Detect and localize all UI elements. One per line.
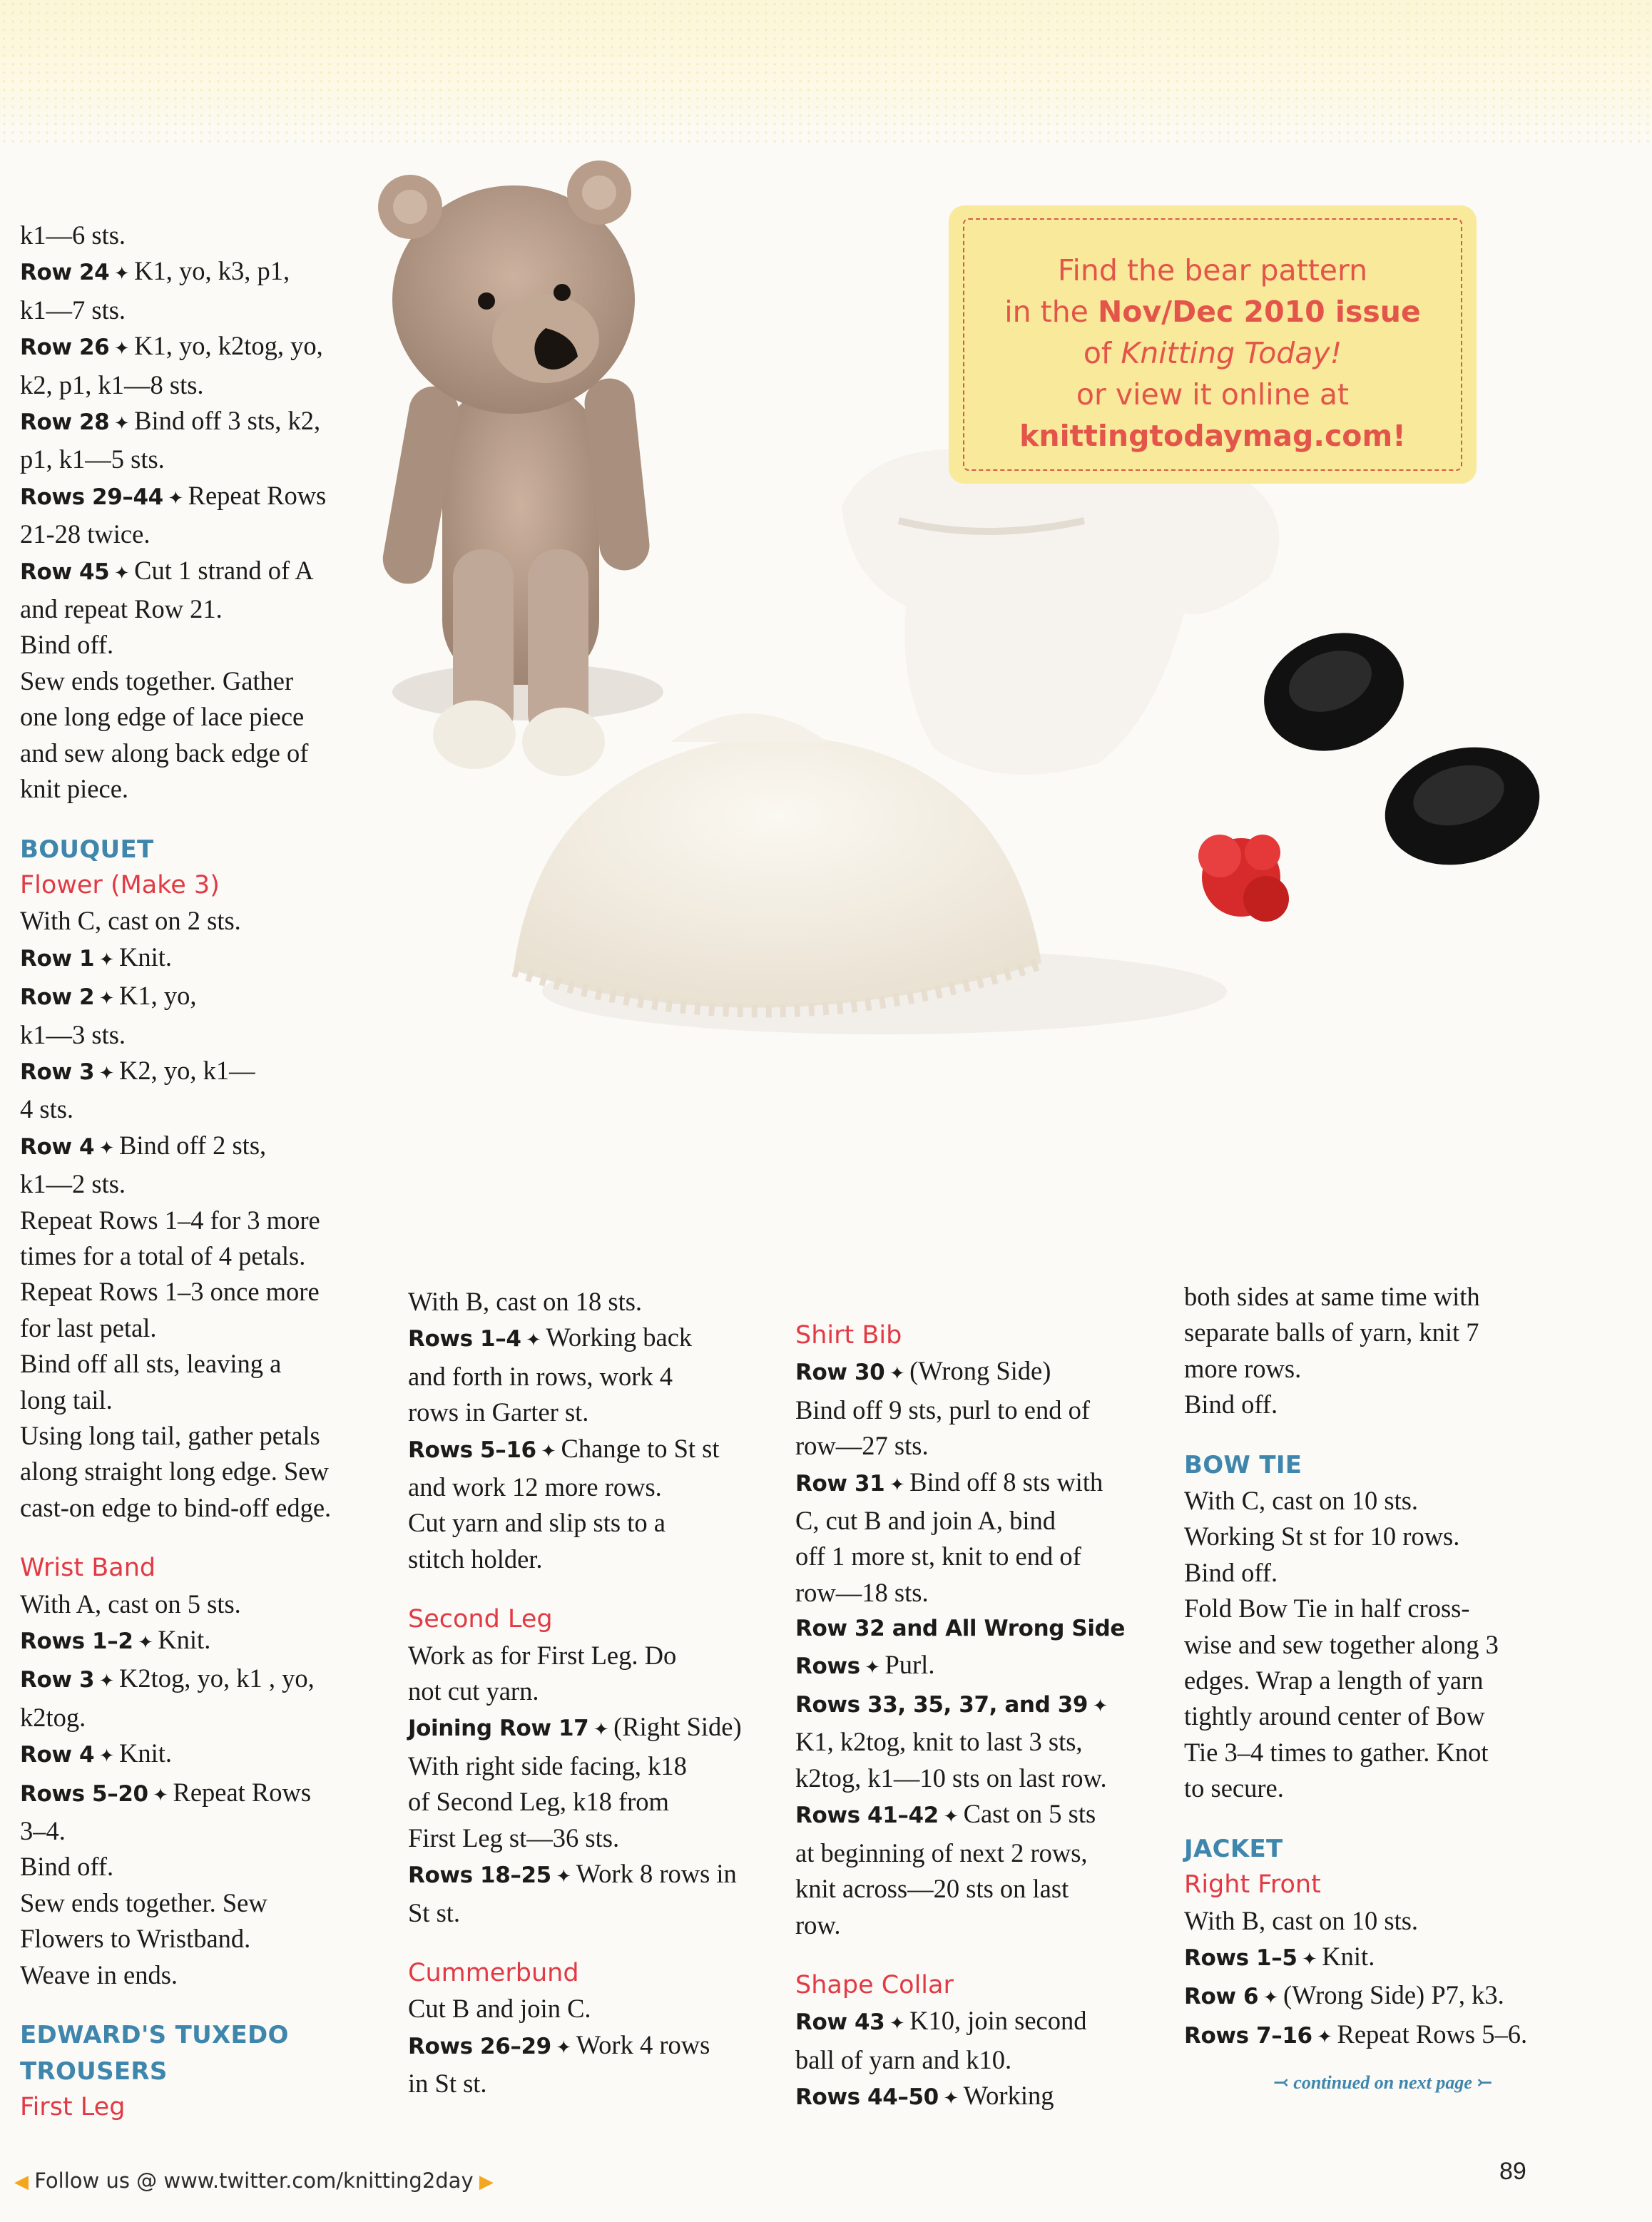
subsection-heading: First Leg <box>20 2092 126 2121</box>
body-line: edges. Wrap a length of yarn <box>1184 1666 1484 1696</box>
instruction-row <box>795 1796 1181 1835</box>
promo-line-1: Find the bear pattern <box>1057 253 1368 287</box>
row-text: Repeat Rows <box>188 480 327 510</box>
body-line: C, cut B and join A, bind <box>795 1506 1056 1536</box>
body-line: Flowers to Wristband. <box>20 1924 251 1954</box>
row-label: Row 32 and All Wrong Side <box>795 1616 1125 1642</box>
instruction-row <box>408 1856 779 1895</box>
promo-url[interactable]: knittingtodaymag.com! <box>1019 419 1406 453</box>
body-line: Bind off. <box>1184 1390 1278 1420</box>
diamond-icon: ✦ <box>94 1671 119 1692</box>
instruction-row <box>20 403 391 442</box>
body-line: Bind off. <box>1184 1557 1278 1587</box>
body-line: Cut yarn and slip sts to a <box>408 1508 666 1538</box>
row-label: Rows <box>795 1653 860 1679</box>
row-label: Row 24 <box>20 260 110 286</box>
diamond-icon: ✦ <box>94 1746 119 1767</box>
row-text: K1, yo, k3, p1, <box>134 256 290 286</box>
section-heading: BOW TIE <box>1184 1450 1302 1479</box>
row-text: Bind off 3 sts, k2, <box>134 406 321 436</box>
instruction-row <box>795 1353 1181 1392</box>
body-line: tightly around center of Bow <box>1184 1701 1485 1731</box>
subsection-heading: Flower (Make 3) <box>20 870 220 899</box>
row-text: Bind off 2 sts, <box>118 1130 267 1160</box>
row-text: Work 4 rows <box>576 2029 710 2059</box>
section-heading: JACKET <box>1184 1834 1283 1863</box>
body-line: Bind off. <box>20 630 114 660</box>
row-text: Repeat Rows <box>173 1777 312 1807</box>
section-heading: BOUQUET <box>20 835 154 864</box>
instruction-row <box>408 2027 779 2066</box>
row-label: Rows 41–42 <box>795 1803 939 1829</box>
body-line: p1, k1—5 sts. <box>20 444 165 474</box>
promo-line-3: of <box>1083 336 1121 370</box>
row-text: K10, join second <box>909 2006 1087 2036</box>
body-line: row—27 sts. <box>795 1431 929 1461</box>
body-line: at beginning of next 2 rows, <box>795 1838 1088 1867</box>
body-line: separate balls of yarn, knit 7 <box>1184 1318 1479 1347</box>
body-line: and sew along back edge of <box>20 738 309 768</box>
body-line: First Leg st—36 sts. <box>408 1823 620 1852</box>
instruction-row <box>20 1622 391 1661</box>
instruction-row <box>795 1686 1181 1724</box>
body-line: K1, k2tog, knit to last 3 sts, <box>795 1727 1083 1757</box>
instruction-row <box>1184 2017 1584 2055</box>
diamond-icon: ✦ <box>884 2013 910 2034</box>
promo-line-2: in the <box>1004 295 1098 329</box>
subsection-heading: Cummerbund <box>408 1958 579 1987</box>
body-line: k2, p1, k1—8 sts. <box>20 370 204 399</box>
instruction-row <box>20 1053 391 1091</box>
spacer <box>408 1577 779 1601</box>
flower-illustration <box>1198 835 1289 922</box>
row-label: Row 2 <box>20 984 95 1011</box>
body-line: cast-on edge to bind-off edge. <box>20 1492 332 1522</box>
row-text: K2, yo, k1— <box>118 1055 255 1085</box>
row-label: Rows 1–4 <box>408 1326 521 1352</box>
instruction-row <box>20 1736 391 1774</box>
body-line: both sides at same time with <box>1184 1282 1480 1311</box>
body-line: With B, cast on 10 sts. <box>1184 1905 1419 1935</box>
body-line: k1—7 sts. <box>20 295 126 325</box>
diamond-icon: ✦ <box>109 413 135 434</box>
promo-box <box>949 205 1477 484</box>
diamond-icon: ✦ <box>588 1719 614 1741</box>
column-2 <box>408 1284 779 2102</box>
diamond-icon: ✦ <box>1258 1987 1283 2009</box>
diamond-icon: ✦ <box>163 487 188 509</box>
row-label: Row 1 <box>20 945 95 972</box>
instruction-row <box>1184 1977 1584 2016</box>
diamond-icon: ✦ <box>94 1062 119 1084</box>
diamond-icon: ✦ <box>521 1330 546 1351</box>
diamond-icon: ✦ <box>148 1784 173 1805</box>
row-label: Row 43 <box>795 2009 885 2036</box>
instruction-row <box>20 328 391 367</box>
instruction-row <box>408 1431 779 1469</box>
body-line: k2tog. <box>20 1702 86 1732</box>
row-text: Working <box>963 2081 1054 2111</box>
body-line: With right side facing, k18 <box>408 1750 687 1780</box>
body-line: to secure. <box>1184 1773 1284 1803</box>
diamond-icon: ✦ <box>536 1440 561 1462</box>
body-line: k1—6 sts. <box>20 220 126 250</box>
diamond-icon: ✦ <box>938 2088 964 2109</box>
body-line: Sew ends together. Sew <box>20 1887 267 1917</box>
body-line: in St st. <box>408 2069 487 2099</box>
row-text: Knit. <box>158 1625 211 1655</box>
scroll-ornament-icon: ⤚ <box>1472 2072 1493 2093</box>
section-heading: TROUSERS <box>20 2057 168 2086</box>
row-label: Row 3 <box>20 1667 95 1693</box>
row-text: K2tog, yo, k1 , yo, <box>118 1663 315 1693</box>
body-line: off 1 more st, knit to end of <box>795 1541 1081 1571</box>
body-line: With A, cast on 5 sts. <box>20 1589 241 1619</box>
instruction-row <box>795 1647 1181 1686</box>
row-text: (Wrong Side) <box>909 1356 1051 1386</box>
instruction-row <box>408 1709 779 1748</box>
body-line: Sew ends together. Gather <box>20 666 294 695</box>
body-line: 4 sts. <box>20 1094 74 1124</box>
diamond-icon: ✦ <box>94 988 119 1009</box>
diamond-icon: ✦ <box>938 1806 964 1828</box>
body-line: knit across—20 sts on last <box>795 1874 1069 1904</box>
spacer <box>408 1931 779 1955</box>
continued-note <box>1273 2072 1492 2094</box>
row-text: Work 8 rows in <box>576 1859 737 1889</box>
diamond-icon: ✦ <box>1088 1696 1108 1717</box>
row-label: Rows 18–25 <box>408 1862 551 1889</box>
row-label: Row 31 <box>795 1470 885 1497</box>
instruction-row <box>20 253 391 292</box>
promo-issue: Nov/Dec 2010 issue <box>1097 295 1421 329</box>
body-line: Tie 3–4 times to gather. Knot <box>1184 1737 1489 1767</box>
diamond-icon: ✦ <box>94 1137 119 1158</box>
body-line: and repeat Row 21. <box>20 594 223 624</box>
row-label: Rows 7–16 <box>1184 2022 1312 2049</box>
continued-text: continued on next page <box>1293 2072 1472 2093</box>
diamond-icon: ✦ <box>1297 1948 1322 1969</box>
body-line: Working St st for 10 rows. <box>1184 1522 1460 1551</box>
row-label: Rows 33, 35, 37, and 39 <box>795 1692 1088 1718</box>
body-line: of Second Leg, k18 from <box>408 1787 669 1817</box>
body-line: Bind off all sts, leaving a <box>20 1349 282 1379</box>
body-line: more rows. <box>1184 1353 1302 1383</box>
instruction-row <box>20 1661 391 1699</box>
footer <box>14 2169 494 2193</box>
instruction-row <box>795 2078 1181 2116</box>
spacer <box>20 807 391 832</box>
body-line: k1—3 sts. <box>20 1019 126 1049</box>
column-1 <box>20 218 391 2125</box>
body-line: times for a total of 4 petals. <box>20 1240 306 1270</box>
row-label: Row 28 <box>20 409 110 436</box>
subsection-heading: Right Front <box>1184 1870 1321 1900</box>
body-line: knit piece. <box>20 774 129 804</box>
promo-line-4: or view it online at <box>1076 377 1350 412</box>
body-line: Bind off 9 sts, purl to end of <box>795 1395 1090 1425</box>
body-line: Cut B and join C. <box>408 1994 591 2024</box>
diamond-icon: ✦ <box>860 1656 885 1678</box>
subsection-heading: Wrist Band <box>20 1554 156 1583</box>
subsection-heading: Shirt Bib <box>795 1321 902 1350</box>
body-line: for last petal. <box>20 1313 157 1342</box>
spacer <box>1184 1807 1584 1831</box>
row-label: Row 4 <box>20 1742 95 1768</box>
subsection-heading: Second Leg <box>408 1605 553 1634</box>
body-line: Repeat Rows 1–3 once more <box>20 1277 320 1307</box>
arrow-left-icon: ◀ <box>14 2171 35 2193</box>
body-line: wise and sew together along 3 <box>1184 1629 1499 1659</box>
diamond-icon: ✦ <box>551 2037 576 2058</box>
body-line: Work as for First Leg. Do <box>408 1640 677 1670</box>
body-line: row—18 sts. <box>795 1577 929 1607</box>
row-label: Rows 44–50 <box>795 2084 939 2111</box>
row-label: Rows 1–5 <box>1184 1945 1297 1971</box>
diamond-icon: ✦ <box>884 1363 910 1385</box>
row-text: Knit. <box>118 942 172 972</box>
body-line: not cut yarn. <box>408 1676 539 1706</box>
diamond-icon: ✦ <box>94 949 119 970</box>
body-line: and forth in rows, work 4 <box>408 1361 673 1391</box>
row-label: Row 26 <box>20 335 110 361</box>
diamond-icon: ✦ <box>109 338 135 360</box>
spacer <box>20 1526 391 1550</box>
instruction-row <box>1184 1939 1584 1977</box>
row-text: Bind off 8 sts with <box>909 1467 1103 1497</box>
body-line: ball of yarn and k10. <box>795 2044 1012 2074</box>
row-label: Joining Row 17 <box>408 1716 589 1742</box>
column-4 <box>1184 1279 1584 2055</box>
body-line: 3–4. <box>20 1816 66 1846</box>
column-3 <box>795 1318 1181 2117</box>
row-text: Purl. <box>884 1649 935 1679</box>
body-line: With C, cast on 2 sts. <box>20 906 241 936</box>
diamond-icon: ✦ <box>109 562 135 583</box>
body-line: 21-28 twice. <box>20 519 151 549</box>
row-text: Cast on 5 sts <box>963 1799 1096 1829</box>
row-text: K1, yo, k2tog, yo, <box>134 331 323 361</box>
arrow-right-icon: ▶ <box>473 2171 494 2193</box>
row-label: Row 30 <box>795 1360 885 1386</box>
spacer <box>795 1943 1181 1967</box>
row-label: Row 6 <box>1184 1984 1259 2010</box>
row-text: Repeat Rows 5–6. <box>1337 2019 1528 2049</box>
body-line: stitch holder. <box>408 1544 543 1574</box>
instruction-row <box>20 478 391 516</box>
instruction-row <box>20 553 391 591</box>
body-line: Repeat Rows 1–4 for 3 more <box>20 1205 320 1235</box>
instruction-row <box>20 978 391 1016</box>
bear-illustration <box>378 160 663 776</box>
footer-twitter[interactable]: Follow us @ www.twitter.com/knitting2day <box>34 2169 474 2193</box>
spacer <box>1184 1423 1584 1447</box>
body-line: St st. <box>408 1897 461 1927</box>
row-label: Rows 1–2 <box>20 1629 133 1655</box>
body-line: With C, cast on 10 sts. <box>1184 1486 1419 1516</box>
body-line: Fold Bow Tie in half cross- <box>1184 1594 1470 1624</box>
instruction-row <box>795 2003 1181 2042</box>
body-line: With B, cast on 18 sts. <box>408 1287 643 1316</box>
instruction-row <box>20 1128 391 1166</box>
diamond-icon: ✦ <box>1312 2026 1337 2047</box>
body-line: along straight long edge. Sew <box>20 1457 329 1487</box>
row-text: K1, yo, <box>118 981 197 1011</box>
row-text: Knit. <box>118 1738 172 1768</box>
instruction-row <box>20 1775 391 1813</box>
row-text: Change to St st <box>561 1433 720 1463</box>
scroll-ornament-icon: ⤙ <box>1273 2072 1294 2093</box>
page-number: 89 <box>1499 2158 1526 2185</box>
diamond-icon: ✦ <box>109 263 135 285</box>
row-text: Working back <box>546 1323 693 1352</box>
body-line: row. <box>795 1910 841 1940</box>
diamond-icon: ✦ <box>551 1866 576 1887</box>
instruction-row <box>408 1320 779 1358</box>
body-line: Weave in ends. <box>20 1959 178 1989</box>
row-label: Row 4 <box>20 1133 95 1160</box>
subsection-heading: Shape Collar <box>795 1970 954 1999</box>
body-line: Using long tail, gather petals <box>20 1421 320 1450</box>
shoes-illustration <box>1248 614 1553 882</box>
body-line: and work 12 more rows. <box>408 1472 662 1502</box>
diamond-icon: ✦ <box>884 1474 910 1495</box>
instruction-row <box>795 1464 1181 1503</box>
top-pattern-band <box>0 0 1652 146</box>
row-label: Row 45 <box>20 559 110 585</box>
instruction-row <box>20 939 391 978</box>
section-heading: EDWARD'S TUXEDO <box>20 2021 289 2050</box>
row-label: Rows 29–44 <box>20 484 163 510</box>
row-label: Rows 5–20 <box>20 1780 148 1807</box>
diamond-icon: ✦ <box>133 1632 158 1653</box>
body-line: k2tog, k1—10 sts on last row. <box>795 1763 1107 1793</box>
body-line: Bind off. <box>20 1852 114 1882</box>
row-label: Rows 26–29 <box>408 2033 551 2059</box>
body-line: rows in Garter st. <box>408 1397 589 1427</box>
row-text: Cut 1 strand of A <box>134 555 314 585</box>
row-text: (Wrong Side) P7, k3. <box>1283 1980 1504 2010</box>
spacer <box>20 1993 391 2017</box>
promo-magazine: Knitting Today! <box>1121 336 1342 370</box>
body-line: k1—2 sts. <box>20 1169 126 1199</box>
body-line: long tail. <box>20 1385 113 1415</box>
body-line: one long edge of lace piece <box>20 702 305 732</box>
row-text: Knit. <box>1322 1941 1375 1971</box>
row-label: Rows 5–16 <box>408 1437 536 1463</box>
shirt-illustration <box>842 446 1279 775</box>
row-label: Row 3 <box>20 1059 95 1085</box>
row-text: (Right Side) <box>613 1712 742 1742</box>
